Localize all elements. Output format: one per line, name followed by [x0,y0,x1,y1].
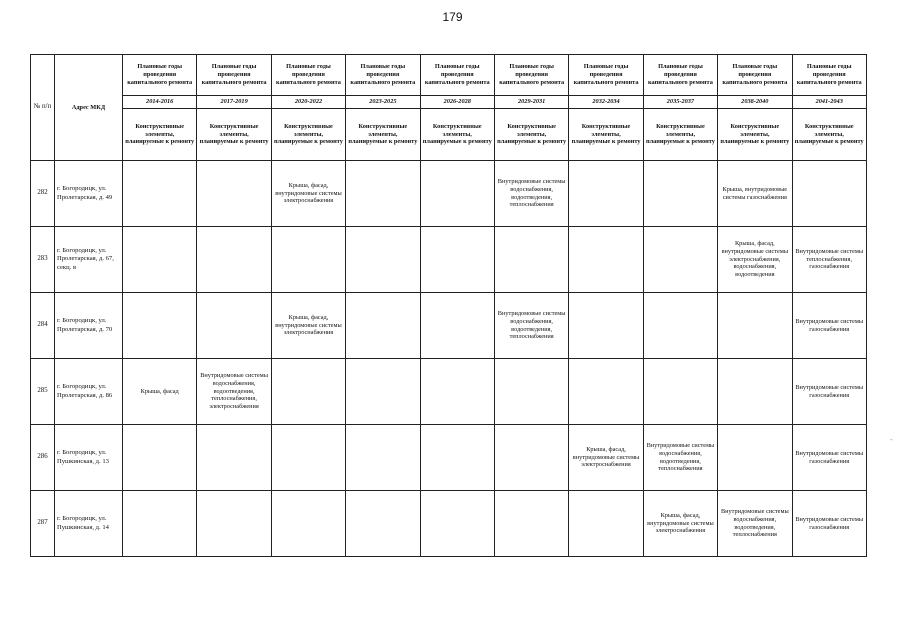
period-years: 2026-2028 [420,96,494,109]
header-row-years [31,96,867,109]
period-title: Плановые годы проведения капитального ремонта [569,55,643,96]
table-cell [420,293,494,359]
table-cell [420,425,494,491]
elements-caption: Конструктивные элементы, планируемые к ремонту [271,109,345,161]
table-cell [271,227,345,293]
table-cell: Внутридомовые системы газоснабжения [792,425,866,491]
period-years: 2023-2025 [346,96,420,109]
table-cell [643,161,717,227]
table-cell: Внутридомовые системы водоснабжения, водоотведения, теплоснабжения [494,161,568,227]
table-cell [643,359,717,425]
period-title: Плановые годы проведения капитального ремонта [271,55,345,96]
table-cell: Крыша, фасад [123,359,197,425]
table-row [31,425,867,491]
row-number: 284 [31,293,55,359]
table-row [31,491,867,557]
table-cell: Внутридомовые системы водоснабжения, водоотведения, теплоснабжения [494,293,568,359]
table-cell [271,359,345,425]
table-cell [346,293,420,359]
repair-schedule-table [30,54,867,557]
table-cell [494,359,568,425]
elements-caption: Конструктивные элементы, планируемые к ремонту [123,109,197,161]
table-cell: Крыша, фасад, внутридомовые системы электроснабжения [569,425,643,491]
table-cell [569,491,643,557]
table-cell [346,425,420,491]
table-cell: Внутридомовые системы водоснабжения, водоотведения, теплоснабжения [718,491,792,557]
table-cell [569,359,643,425]
table-cell [197,491,271,557]
period-years: 2035-2037 [643,96,717,109]
table-cell: Крыша, фасад, внутридомовые системы электроснабжения [271,293,345,359]
period-title: Плановые годы проведения капитального ремонта [197,55,271,96]
table-cell [494,227,568,293]
period-years: 2020-2022 [271,96,345,109]
table-cell [346,491,420,557]
period-title: Плановые годы проведения капитального ремонта [494,55,568,96]
header-row-elements [31,109,867,161]
table-cell: Крыша, фасад, внутридомовые системы электроснабжения, водоснабжения, водоотведения [718,227,792,293]
period-years: 2032-2034 [569,96,643,109]
row-number: 283 [31,227,55,293]
table-cell [123,491,197,557]
period-title: Плановые годы проведения капитального ремонта [420,55,494,96]
elements-caption: Конструктивные элементы, планируемые к ремонту [197,109,271,161]
table-cell [718,359,792,425]
table-cell [420,359,494,425]
elements-caption: Конструктивные элементы, планируемые к ремонту [643,109,717,161]
table-cell [718,293,792,359]
period-years: 2038-2040 [718,96,792,109]
period-title: Плановые годы проведения капитального ремонта [792,55,866,96]
table-cell [346,227,420,293]
table-row [31,359,867,425]
row-address: г. Богородицк, ул. Пролетарская, д. 49 [55,161,123,227]
table-cell [123,227,197,293]
table-cell [569,227,643,293]
table-cell [494,491,568,557]
table-cell: Крыша, фасад, внутридомовые системы электроснабжения [643,491,717,557]
table-cell [271,491,345,557]
table-row [31,161,867,227]
table-row [31,227,867,293]
row-address: г. Богородицк, ул. Пролетарская, д. 86 [55,359,123,425]
row-address: г. Богородицк, ул. Пушкинская, д. 14 [55,491,123,557]
table-cell [197,227,271,293]
period-title: Плановые годы проведения капитального ремонта [346,55,420,96]
period-years: 2029-2031 [494,96,568,109]
table-cell [643,293,717,359]
table-cell [643,227,717,293]
elements-caption: Конструктивные элементы, планируемые к ремонту [494,109,568,161]
table-cell [569,161,643,227]
table-row [31,293,867,359]
table-cell [420,491,494,557]
table-cell: Внутридомовые системы водоснабжения, водоотведения, теплоснабжения [643,425,717,491]
table-cell [494,425,568,491]
column-header-number: № п/п [31,55,55,161]
row-number: 286 [31,425,55,491]
period-title: Плановые годы проведения капитального ремонта [123,55,197,96]
row-number: 285 [31,359,55,425]
elements-caption: Конструктивные элементы, планируемые к ремонту [792,109,866,161]
table-cell [569,293,643,359]
table-cell [346,359,420,425]
table-cell [792,161,866,227]
table-cell: Внутридомовые системы теплоснабжения, газоснабжения [792,227,866,293]
table-cell: Внутридомовые системы водоснабжения, водоотведения, теплоснабжения, электроснабжения [197,359,271,425]
table-cell [271,425,345,491]
period-years: 2041-2043 [792,96,866,109]
header-row-title [31,55,867,96]
elements-caption: Конструктивные элементы, планируемые к ремонту [569,109,643,161]
period-title: Плановые годы проведения капитального ремонта [718,55,792,96]
table-cell [197,425,271,491]
table-cell: Внутридомовые системы газоснабжения [792,293,866,359]
row-number: 282 [31,161,55,227]
column-header-address: Адрес МКД [55,55,123,161]
table-cell: Внутридомовые системы газоснабжения [792,491,866,557]
period-years: 2017-2019 [197,96,271,109]
row-number: 287 [31,491,55,557]
table-cell: Крыша, фасад, внутридомовые системы электроснабжения [271,161,345,227]
table-cell [718,425,792,491]
table-cell [123,293,197,359]
period-years: 2014-2016 [123,96,197,109]
table-cell [123,161,197,227]
row-address: г. Богородицк, ул. Пролетарская, д. 67, секц. в [55,227,123,293]
elements-caption: Конструктивные элементы, планируемые к ремонту [420,109,494,161]
page-number: 179 [442,10,463,24]
table-cell [123,425,197,491]
elements-caption: Конструктивные элементы, планируемые к ремонту [718,109,792,161]
table-cell [346,161,420,227]
table-cell [420,227,494,293]
table-cell [420,161,494,227]
period-title: Плановые годы проведения капитального ремонта [643,55,717,96]
table-cell: Крыша, внутридомовые системы газоснабжения [718,161,792,227]
row-address: г. Богородицк, ул. Пролетарская, д. 70 [55,293,123,359]
elements-caption: Конструктивные элементы, планируемые к ремонту [346,109,420,161]
stray-mark: - [890,435,893,444]
row-address: г. Богородицк, ул. Пушкинская, д. 13 [55,425,123,491]
table-cell: Внутридомовые системы газоснабжения [792,359,866,425]
table-cell [197,293,271,359]
table-cell [197,161,271,227]
